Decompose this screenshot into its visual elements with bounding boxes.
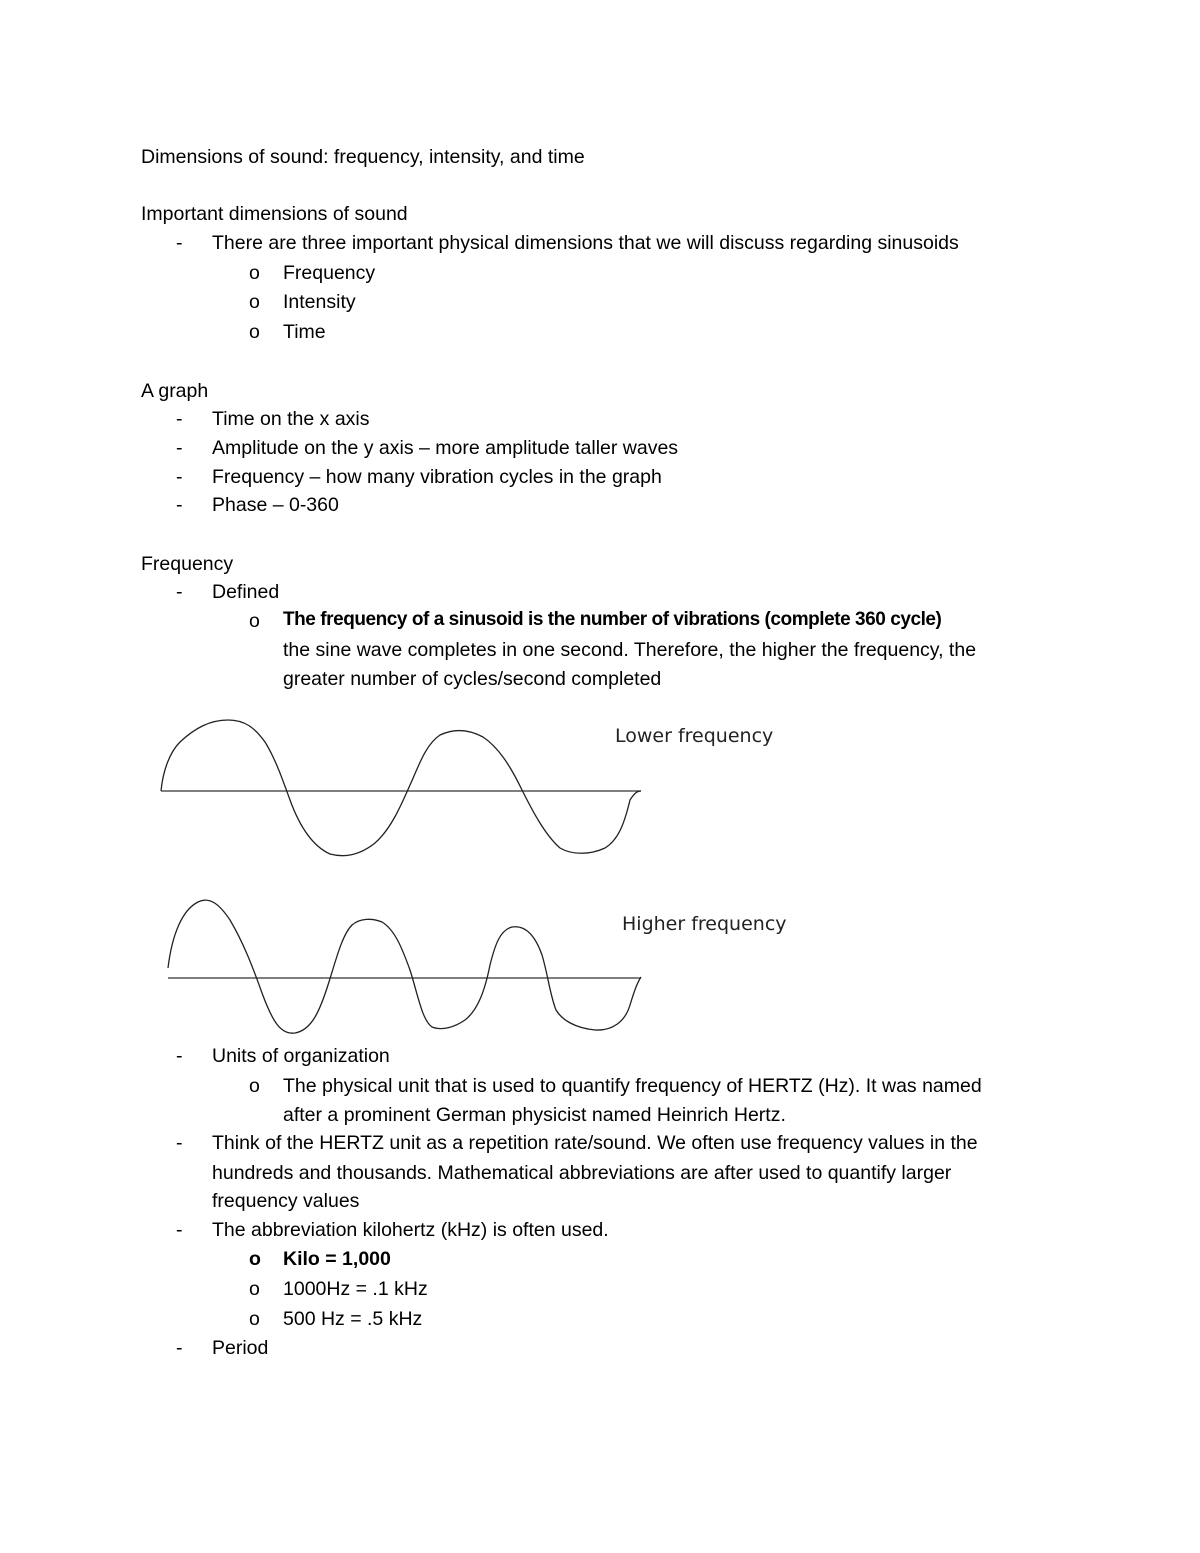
circle-bullet: o	[249, 291, 260, 313]
sub-item-intensity: Intensity	[283, 291, 356, 313]
higher-frequency-wave	[168, 900, 641, 1033]
circle-bullet: o	[249, 1308, 260, 1330]
circle-bullet: o	[249, 1278, 260, 1300]
hertz-description: Think of the HERTZ unit as a repetition rate/sound. We often use frequency values in the	[212, 1132, 978, 1154]
frequency-definition-bold: The frequency of a sinusoid is the number of vibrations (complete 360 cycle)	[283, 609, 942, 630]
circle-bullet: o	[249, 321, 260, 343]
list-item: Time on the x axis	[212, 408, 370, 430]
list-item: Frequency – how many vibration cycles in the graph	[212, 466, 662, 488]
dash-bullet: -	[176, 1337, 183, 1359]
sub-item-time: Time	[283, 321, 326, 343]
list-item: Phase – 0-360	[212, 494, 339, 516]
document-title: Dimensions of sound: frequency, intensity, and time	[141, 146, 585, 168]
circle-bullet: o	[249, 610, 260, 632]
hertz-description: frequency values	[212, 1190, 360, 1212]
section-heading-frequency: Frequency	[141, 553, 234, 575]
dash-bullet: -	[176, 408, 183, 430]
lower-frequency-wave	[161, 720, 641, 856]
conversion-example: 1000Hz = .1 kHz	[283, 1278, 428, 1300]
lower-wave-curve	[161, 720, 641, 856]
circle-bullet: o	[249, 1248, 261, 1270]
section-heading-dimensions: Important dimensions of sound	[141, 203, 408, 225]
dash-bullet: -	[176, 466, 183, 488]
dash-bullet: -	[176, 581, 183, 603]
dash-bullet: -	[176, 232, 183, 254]
dash-bullet: -	[176, 437, 183, 459]
lower-frequency-label: Lower frequency	[615, 725, 774, 747]
dash-bullet: -	[176, 1132, 183, 1154]
section-heading-graph: A graph	[141, 380, 209, 402]
list-item-abbreviation: The abbreviation kilohertz (kHz) is often used.	[212, 1219, 609, 1241]
conversion-example: 500 Hz = .5 kHz	[283, 1308, 423, 1330]
list-item-defined: Defined	[212, 581, 280, 603]
kilo-definition: Kilo = 1,000	[283, 1248, 391, 1270]
dash-bullet: -	[176, 494, 183, 516]
sub-item-frequency: Frequency	[283, 262, 376, 284]
list-item: There are three important physical dimensions that we will discuss regarding sinusoids	[212, 232, 959, 254]
higher-frequency-label: Higher frequency	[622, 913, 787, 935]
frequency-definition-line: the sine wave completes in one second. Therefore, the higher the frequency, the	[283, 639, 977, 661]
circle-bullet: o	[249, 1075, 260, 1097]
units-description: The physical unit that is used to quantify frequency of HERTZ (Hz). It was named	[283, 1075, 982, 1097]
dash-bullet: -	[176, 1045, 183, 1067]
units-description: after a prominent German physicist named Heinrich Hertz.	[283, 1104, 786, 1126]
list-item: Amplitude on the y axis – more amplitude taller waves	[212, 437, 679, 459]
frequency-definition-line: greater number of cycles/second completed	[283, 668, 662, 690]
higher-wave-curve	[168, 900, 641, 1033]
dash-bullet: -	[176, 1219, 183, 1241]
hertz-description: hundreds and thousands. Mathematical abbreviations are after used to quantify larger	[212, 1162, 952, 1184]
list-item-units: Units of organization	[212, 1045, 390, 1067]
circle-bullet: o	[249, 262, 260, 284]
list-item-period: Period	[212, 1337, 269, 1359]
